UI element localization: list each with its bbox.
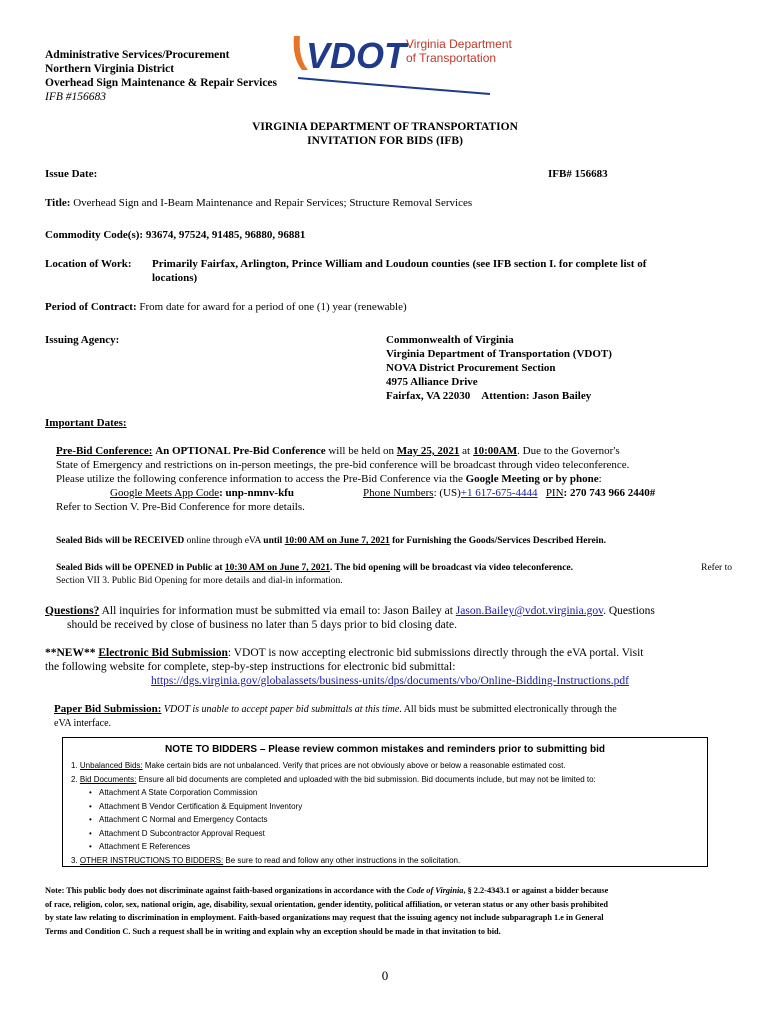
commodity-value: 93674, 97524, 91485, 96880, 96881 <box>145 229 306 241</box>
important-dates-label: Important Dates: <box>45 417 127 429</box>
phone-number-link[interactable]: +1 617-675-4444 <box>460 487 538 499</box>
questions-text-1: All inquiries for information must be submitted via email to: Jason Bailey at <box>101 605 453 617</box>
footer-note-line-3: by state law relating to discrimination in employment. Faith-based organizations may request that the issuing agency not include subparagraph 1.e in General <box>45 913 604 922</box>
note-item-3-text: Be sure to read and follow any other instructions in the solicitation. <box>225 855 461 865</box>
prebid-section <box>56 444 736 514</box>
note-item-2-label: Bid Documents: <box>79 774 137 784</box>
period-row <box>45 300 407 314</box>
location-label: Location of Work: <box>45 258 132 270</box>
footer-note-code: Code of Virginia <box>406 886 464 895</box>
note-item-2-text: Ensure all bid documents are completed and uploaded with the bid submission. Bid documents include, but may not be limited to: <box>138 774 596 784</box>
footer-note <box>45 884 735 938</box>
note-item-3-label: OTHER INSTRUCTIONS TO BIDDERS: <box>79 855 224 865</box>
list-item: • Attachment A State Corporation Commission <box>71 786 707 800</box>
sealed-opened <box>56 562 732 588</box>
sealed-opened-date: 10:30 AM on June 7, 2021 <box>224 563 330 573</box>
pin-label: PIN <box>545 487 564 499</box>
page-number: 0 <box>381 968 389 983</box>
prebid-lead: An OPTIONAL Pre-Bid Conference <box>155 445 326 457</box>
questions-text-2: . Questions <box>603 605 655 617</box>
prebid-mid: will be held on <box>328 445 395 457</box>
sealed-opened-line-2: Section VII 3. Public Bid Opening for more details and dial-in information. <box>56 576 343 586</box>
questions-line-2: should be received by close of business no later than 5 days prior to bid closing date. <box>67 619 457 631</box>
location-value <box>152 257 732 285</box>
instructions-url-link[interactable]: https://dgs.virginia.gov/globalassets/business-units/dps/documents/vbo/Online-Bidding-Instructions.pdf <box>151 675 629 687</box>
issue-date-label: Issue Date: <box>45 168 98 180</box>
sealed-received-e: for Furnishing the Goods/Services Described Herein. <box>392 536 607 546</box>
electronic-new-label: **NEW** <box>45 647 99 659</box>
title-line-2: INVITATION FOR BIDS (IFB) <box>307 135 463 147</box>
paper-rest: . All bids must be submitted electronically through the <box>399 704 617 715</box>
note-item-1-label: Unbalanced Bids: <box>79 761 143 770</box>
sealed-opened-c: . The bid opening will be broadcast via video teleconference. <box>329 563 574 573</box>
footer-note-c: , § 2.2-4343.1 or against a bidder because <box>463 886 609 895</box>
agency-line-1: Commonwealth of Virginia <box>386 334 514 346</box>
sealed-received-b: online through eVA <box>186 536 261 546</box>
list-item: • Attachment E References <box>71 840 707 854</box>
note-heading: NOTE TO BIDDERS – Please review common mistakes and reminders prior to submitting bid <box>165 744 605 755</box>
list-item: • Attachment C Normal and Emergency Contacts <box>71 813 707 827</box>
prebid-label: Pre-Bid Conference: <box>56 445 153 457</box>
title-value: Overhead Sign and I-Beam Maintenance and Repair Services; Structure Removal Services <box>73 197 473 209</box>
agency-address <box>386 333 612 403</box>
sealed-opened-refer: Refer to <box>701 563 732 573</box>
prebid-line-3b: Google Meeting or by phone <box>465 473 599 485</box>
document-title <box>0 120 770 148</box>
agency-line-2: Virginia Department of Transportation (VDOT) <box>386 348 612 360</box>
header-line-3: Overhead Sign Maintenance & Repair Services <box>45 77 277 89</box>
header-block <box>45 48 277 104</box>
sealed-opened-a: Sealed Bids will be OPENED in Public at <box>56 563 223 573</box>
electronic-label: Electronic Bid Submission <box>98 647 228 659</box>
phone-numbers-label: Phone Numbers <box>363 487 434 499</box>
commodity-row <box>45 228 305 242</box>
vdot-logo-graphic <box>288 28 512 100</box>
prebid-line-5: Refer to Section V. Pre-Bid Conference for more details. <box>56 501 305 513</box>
agency-line-4: 4975 Alliance Drive <box>386 376 478 388</box>
prebid-at: at <box>462 445 471 457</box>
electronic-section <box>45 646 735 688</box>
list-item: • Attachment B Vendor Certification & Equipment Inventory <box>71 800 707 814</box>
google-meets-code: : unp-nmnv-kfu <box>219 487 294 499</box>
questions-section <box>45 604 735 632</box>
paper-label: Paper Bid Submission: <box>54 703 162 715</box>
svg-text:VDOT: VDOT <box>306 35 407 76</box>
svg-text:Virginia Department: Virginia Department <box>406 37 512 51</box>
footer-note-line-2: of race, religion, color, sex, national origin, age, disability, sexual orientation, gender identity, political affiliation, or veteran status or any other basis prohibited <box>45 899 608 909</box>
note-item-3-num: 3. <box>71 855 78 865</box>
note-item-1-text: Make certain bids are not unbalanced. Verify that prices are not obviously above or below a reasonable estimated cost. <box>144 761 566 770</box>
prebid-time: 10:00AM <box>473 445 518 457</box>
questions-label: Questions? <box>45 605 100 617</box>
agency-line-3: NOVA District Procurement Section <box>386 362 556 374</box>
paper-section <box>54 703 734 730</box>
period-label: Period of Contract: <box>45 301 137 313</box>
location-line-2: locations) <box>152 272 198 284</box>
vdot-logo <box>288 28 512 100</box>
sealed-received-date: 10:00 AM on June 7, 2021 <box>284 536 390 546</box>
commodity-label: Commodity Code(s): <box>45 229 144 241</box>
svg-text:of Transportation: of Transportation <box>406 51 497 65</box>
electronic-line-2: the following website for complete, step-by-step instructions for electronic bid submittal: <box>45 661 456 673</box>
sealed-received-a: Sealed Bids will be RECEIVED <box>56 536 185 546</box>
footer-note-line-4: Terms and Condition C. Such a request shall be in writing and explain why an exception should be made in that invitation to bid. <box>45 926 501 936</box>
agency-attention: Attention: Jason Bailey <box>481 390 592 402</box>
ifb-number: IFB# 156683 <box>548 168 608 180</box>
title-line-1: VIRGINIA DEPARTMENT OF TRANSPORTATION <box>252 121 518 133</box>
note-item-2-num: 2. <box>71 774 78 784</box>
location-line-1: Primarily Fairfax, Arlington, Prince William and Loudoun counties (see IFB section I. for complete list of <box>152 258 647 270</box>
agency-line-5: Fairfax, VA 22030 <box>386 390 471 402</box>
prebid-line-2: State of Emergency and restrictions on in-person meetings, the pre-bid conference will be broadcast through video teleconference. <box>56 459 630 471</box>
agency-label: Issuing Agency: <box>45 334 120 346</box>
pin-value: : 270 743 966 2440# <box>563 487 656 499</box>
prebid-line-3a: Please utilize the following conference information to access the Pre-Bid Conference via the <box>56 473 463 485</box>
list-item: • Attachment D Subcontractor Approval Request <box>71 827 707 841</box>
header-line-4: IFB #156683 <box>45 91 107 103</box>
phone-prefix: : (US) <box>433 487 461 499</box>
google-meets-label: Google Meets App Code <box>110 487 220 499</box>
attachments-list <box>71 786 707 854</box>
paper-line-2: eVA interface. <box>54 717 112 729</box>
contact-email-link[interactable]: Jason.Bailey@vdot.virginia.gov <box>455 605 604 617</box>
sealed-received-c: until <box>263 536 283 546</box>
note-item-1-num: 1. <box>71 761 78 770</box>
header-line-1: Administrative Services/Procurement <box>45 49 230 61</box>
paper-italic: VDOT is unable to accept paper bid submittals at this time <box>163 704 400 715</box>
title-label: Title: <box>45 197 71 209</box>
footer-note-a: Note: This public body does not discriminate against faith-based organizations in accordance with the <box>45 886 405 895</box>
period-value: From date for award for a period of one (1) year (renewable) <box>139 301 407 313</box>
prebid-rest: . Due to the Governor's <box>517 445 620 457</box>
header-line-2: Northern Virginia District <box>45 63 175 75</box>
sealed-received <box>56 535 606 548</box>
title-row <box>45 196 472 210</box>
prebid-date: May 25, 2021 <box>396 445 460 457</box>
electronic-text-1: : VDOT is now accepting electronic bid submissions directly through the eVA portal. Visit <box>227 647 644 659</box>
note-to-bidders-box <box>62 737 708 867</box>
prebid-line-3c: : <box>598 473 602 485</box>
